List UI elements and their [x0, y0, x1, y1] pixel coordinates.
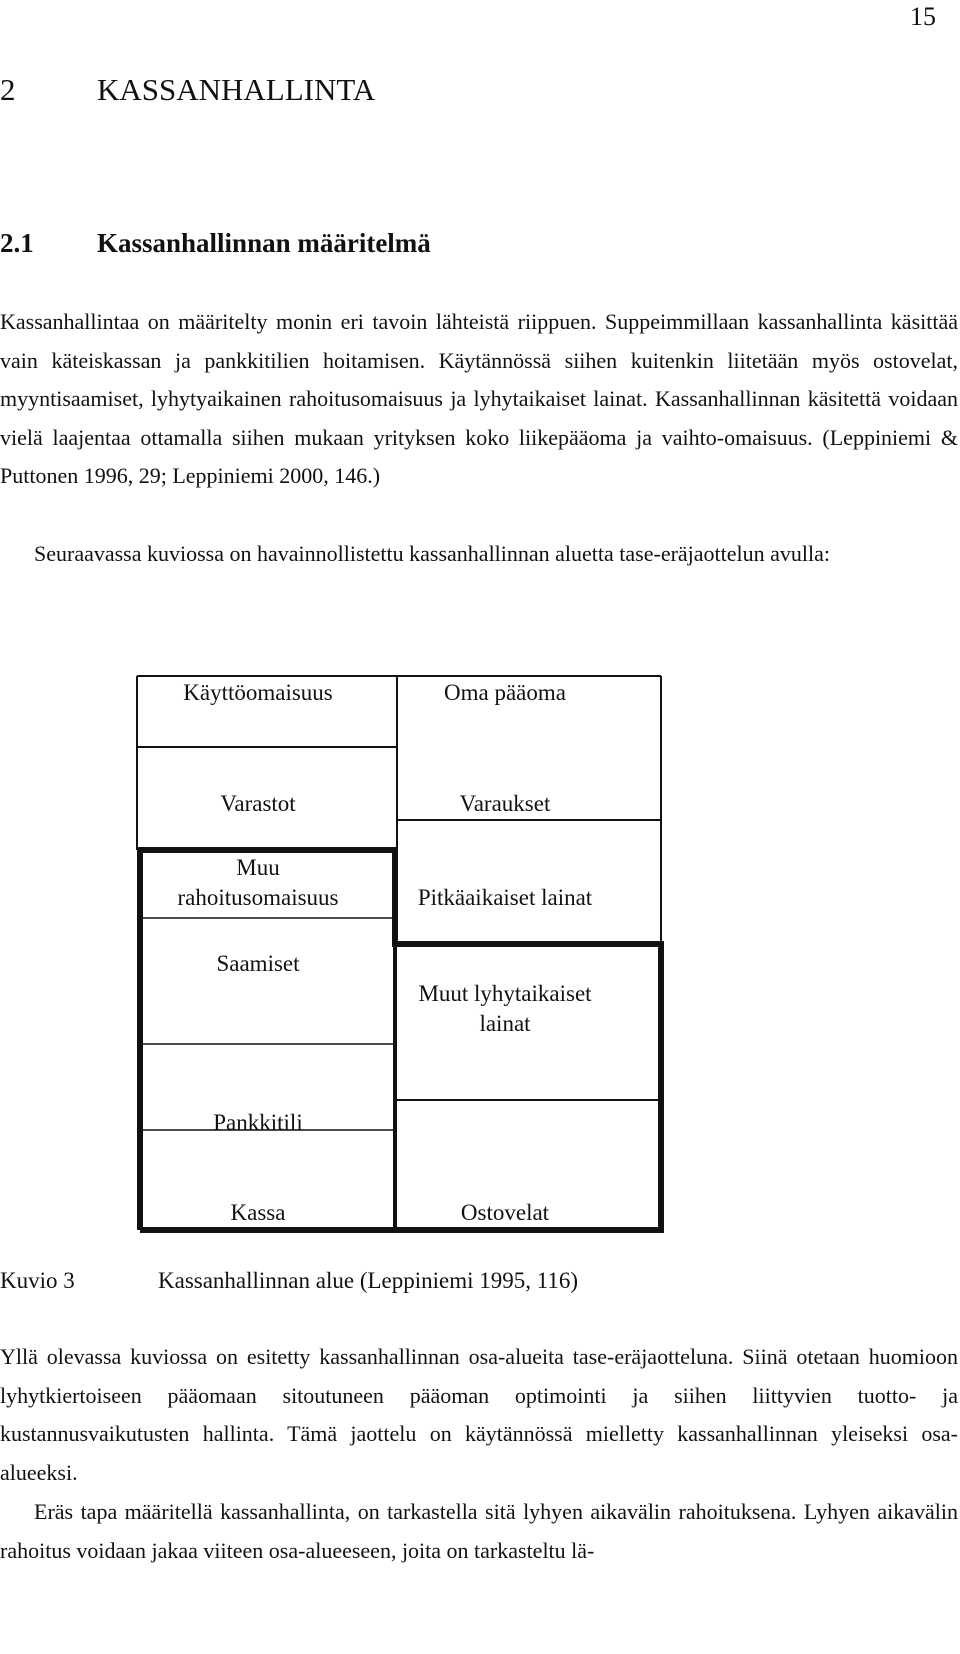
- chapter-heading: [0, 72, 375, 108]
- asset-varastot: Varastot: [220, 791, 296, 816]
- paragraph-definition: Kassanhallintaa on määritelty monin eri tavoin lähteistä riippuen. Suppeimmillaan kassanhallinta käsittää vain käteiskassan ja pankkitilien hoitamisen. Käytännössä siihen kuitenkin liitetään myös ostovelat, myyntisaamiset, lyhytyaikainen rahoitusomaisuus ja lyhytaikaiset lainat. Kassanhallinnan käsitettä voidaan vielä laajentaa ottamalla siihen mukaan yrityksen koko liikepääoma ja vaihto-omaisuus. (Leppiniemi & Puttonen 1996, 29; Leppiniemi 2000, 146.): [0, 309, 958, 488]
- paragraph-short-term-financing: Eräs tapa määritellä kassanhallinta, on tarkastella sitä lyhyen aikavälin rahoituksena. Lyhyen aikavälin rahoitus voidaan jakaa viiteen osa-alueeseen, joita on tarkasteltu lä-: [0, 1499, 958, 1563]
- figure-caption: [0, 1268, 578, 1294]
- balance-sheet-diagram: [0, 660, 960, 1260]
- chapter-title: KASSANHALLINTA: [97, 72, 376, 107]
- liability-muut-lyhytaikaiset-lainat-line-1: Muut lyhytaikaiset: [418, 981, 592, 1006]
- liability-pitkaaikaiset-lainat: Pitkäaikaiset lainat: [417, 885, 593, 910]
- liability-oma-paaoma: Oma pääoma: [444, 680, 566, 705]
- figure-caption-text: Kassanhallinnan alue (Leppiniemi 1995, 116): [158, 1268, 579, 1293]
- asset-muu-rahoitusomaisuus-line-1: Muu: [236, 855, 280, 880]
- section-title: Kassanhallinnan määritelmä: [97, 228, 431, 258]
- section-number: 2.1: [0, 228, 34, 258]
- paragraph-figure-intro: Seuraavassa kuviossa on havainnollistettu kassanhallinnan aluetta tase-eräjaottelun avulla:: [34, 541, 831, 566]
- asset-kayttoomaisuus: Käyttöomaisuus: [183, 680, 333, 705]
- liability-ostovelat: Ostovelat: [460, 1200, 550, 1225]
- asset-kassa: Kassa: [230, 1200, 286, 1225]
- asset-muu-rahoitusomaisuus-line-2: rahoitusomaisuus: [177, 885, 339, 910]
- figure-caption-label: Kuvio 3: [0, 1268, 75, 1293]
- asset-pankkitili: Pankkitili: [213, 1110, 303, 1135]
- section-heading: [0, 228, 431, 259]
- page-number: 15: [910, 2, 936, 31]
- asset-saamiset: Saamiset: [216, 951, 300, 976]
- paragraph-figure-explanation: Yllä olevassa kuviossa on esitetty kassanhallinnan osa-alueita tase-eräjaotteluna. Siinä otetaan huomioon lyhytkiertoiseen pääomaan sitoutuneen pääoman optimointi ja siihen liittyvien tuotto- ja kustannusvaikutusten hallinta. Tämä jaottelu on käytännössä mielletty kassanhallinnan yleiseksi osa-alueeksi.: [0, 1344, 958, 1485]
- liability-muut-lyhytaikaiset-lainat-line-2: lainat: [479, 1011, 531, 1036]
- liability-varaukset: Varaukset: [459, 791, 551, 816]
- chapter-number: 2: [0, 72, 16, 107]
